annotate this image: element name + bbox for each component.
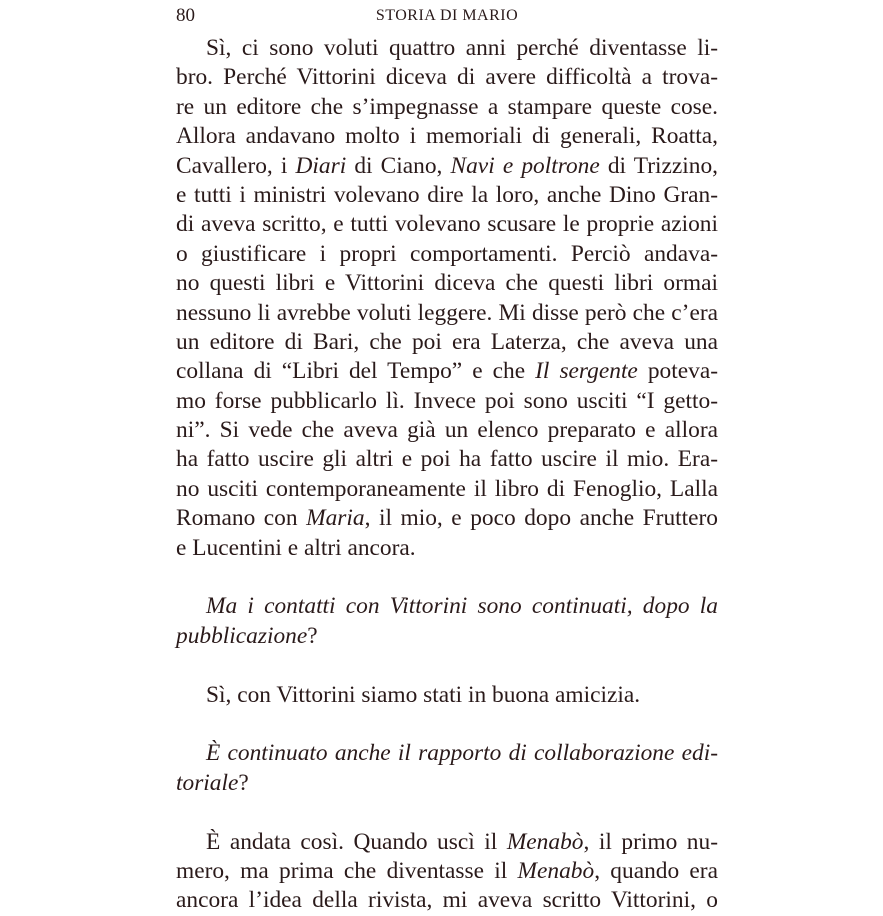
- paragraph-answer-1: [176, 34, 718, 563]
- text-line: bro. Perché Vittorini diceva di avere difficoltà a trova-: [176, 64, 718, 91]
- question-1: [176, 592, 718, 651]
- text-line: ha fatto uscire gli altri e poi ha fatto uscire il mio. Era-: [176, 446, 718, 473]
- text-line: e tutti i ministri volevano dire la loro, anche Dino Gran-: [176, 181, 718, 208]
- running-title: STORIA DI MARIO: [375, 7, 519, 24]
- title-menabo: Menabò: [506, 828, 584, 855]
- text-line: no usciti contemporaneamente il libro di Fenoglio, Lalla: [176, 475, 718, 502]
- text-line: È continuato anche il rapporto di collaborazione edi-: [206, 740, 718, 767]
- text-line: ancora l’idea della rivista, mi aveva scritto Vittorini, o: [176, 887, 718, 914]
- text-line: Allora andavano molto i memoriali di generali, Roatta,: [176, 123, 718, 150]
- title-menabo: Menabò: [517, 857, 595, 884]
- text-line: nessuno li avrebbe voluti leggere. Mi disse però che c’era: [176, 299, 718, 326]
- text-line: toriale?: [176, 769, 249, 796]
- text-line: pubblicazione?: [176, 622, 318, 649]
- text-line: collana di “Libri del Tempo” e che Il sergente poteva-: [176, 358, 718, 385]
- text-line: e Lucentini e altri ancora.: [176, 534, 416, 561]
- text-line: mo forse pubblicarlo lì. Invece poi sono usciti “I getto-: [176, 387, 718, 414]
- question-2: [176, 739, 718, 798]
- text-line: ni”. Si vede che aveva già un elenco preparato e allora: [176, 417, 718, 444]
- text-line: un editore di Bari, che poi era Laterza, che aveva una: [176, 328, 718, 355]
- text-line: Cavallero, i Diari di Ciano, Navi e poltrone di Trizzino,: [176, 152, 718, 179]
- answer-2: [176, 681, 718, 710]
- text-line: È andata così. Quando uscì il Menabò, il primo nu-: [206, 828, 718, 855]
- body-text: [176, 34, 718, 916]
- text-line: re un editore che s’impegnasse a stampare queste cose.: [176, 93, 718, 120]
- text-line: Romano con Maria, il mio, e poco dopo anche Fruttero: [176, 505, 718, 532]
- text-line: mero, ma prima che diventasse il Menabò, quando era: [176, 857, 718, 884]
- title-maria: Maria: [306, 505, 365, 532]
- title-navi-e-poltrone: Navi e poltrone: [450, 152, 600, 179]
- page-header: [176, 4, 718, 28]
- title-il-sergente: Il sergente: [535, 358, 638, 385]
- paragraph-answer-3: [176, 828, 718, 916]
- text-line: Ma i contatti con Vittorini sono continuati, dopo la: [206, 593, 718, 620]
- text-line: no questi libri e Vittorini diceva che questi libri ormai: [176, 270, 718, 297]
- text-line: Sì, con Vittorini siamo stati in buona amicizia.: [206, 681, 641, 708]
- text-line: di aveva scritto, e tutti volevano scusare le proprie azioni: [176, 211, 718, 238]
- text-line: Sì, ci sono voluti quattro anni perché diventasse li-: [206, 35, 718, 61]
- page-number: 80: [176, 5, 195, 26]
- text-line: o giustificare i propri comportamenti. Perciò andava-: [176, 240, 718, 267]
- title-diari: Diari: [295, 152, 347, 179]
